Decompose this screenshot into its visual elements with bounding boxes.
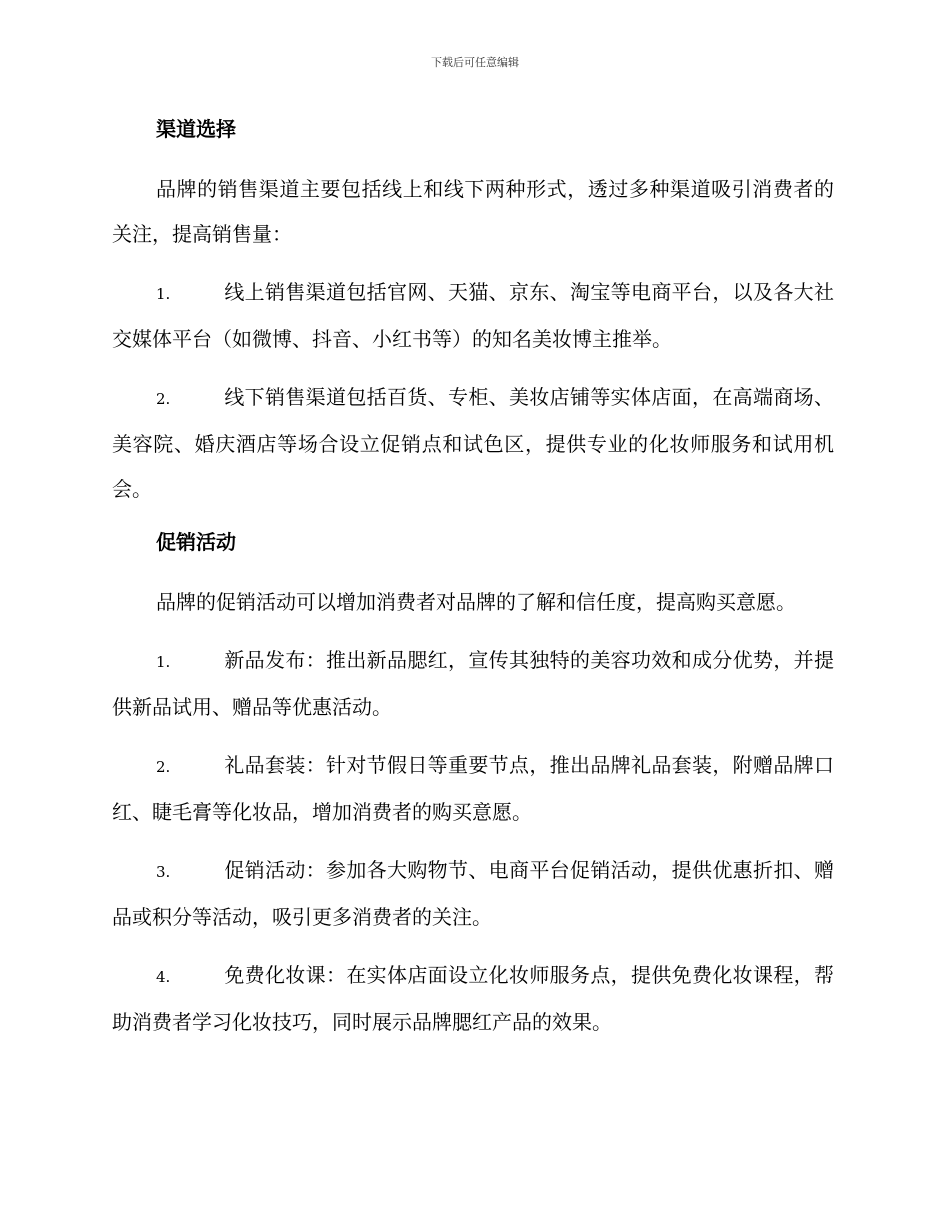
- list-item-text: 促销活动：参加各大购物节、电商平台促销活动，提供优惠折扣、赠品或积分等活动，吸引更多消费者的关注。: [112, 858, 834, 929]
- list-item: [112, 270, 834, 362]
- list-item-text: 免费化妆课：在实体店面设立化妆师服务点，提供免费化妆课程，帮助消费者学习化妆技巧，同时展示品牌腮红产品的效果。: [112, 963, 834, 1034]
- list-item-number: 1.: [156, 285, 171, 303]
- list-item-number: 3.: [156, 863, 171, 881]
- list-item-text: 新品发布：推出新品腮红，宣传其独特的美容功效和成分优势，并提供新品试用、赠品等优惠活动。: [112, 648, 834, 719]
- list-item: [112, 953, 834, 1045]
- list-item-number: 1.: [156, 653, 171, 671]
- list-item-text: 线下销售渠道包括百货、专柜、美妆店铺等实体店面，在高端商场、美容院、婚庆酒店等场合设立促销点和试色区，提供专业的化妆师服务和试用机会。: [112, 385, 834, 501]
- list-item: [112, 638, 834, 730]
- list-item: [112, 743, 834, 835]
- document-body: [112, 112, 834, 1058]
- list-item-number: 4.: [156, 968, 171, 986]
- list-item-text: 线上销售渠道包括官网、天猫、京东、淘宝等电商平台，以及各大社交媒体平台（如微博、抖音、小红书等）的知名美妆博主推举。: [112, 280, 834, 351]
- section-intro-promotions: 品牌的促销活动可以增加消费者对品牌的了解和信任度，提高购买意愿。: [156, 590, 796, 614]
- section-heading-promotions: 促销活动: [156, 530, 236, 554]
- list-item-number: 2.: [156, 390, 171, 408]
- list-item-number: 2.: [156, 758, 171, 776]
- section-intro-channels: 品牌的销售渠道主要包括线上和线下两种形式，透过多种渠道吸引消费者的关注，提高销售量：: [112, 177, 834, 246]
- list-item-text: 礼品套装：针对节假日等重要节点，推出品牌礼品套装，附赠品牌口红、睫毛膏等化妆品，增加消费者的购买意愿。: [112, 753, 834, 824]
- page-header: 下载后可任意编辑: [431, 56, 519, 69]
- list-item: [112, 375, 834, 512]
- section-heading-channels: 渠道选择: [156, 117, 236, 141]
- list-item: [112, 848, 834, 940]
